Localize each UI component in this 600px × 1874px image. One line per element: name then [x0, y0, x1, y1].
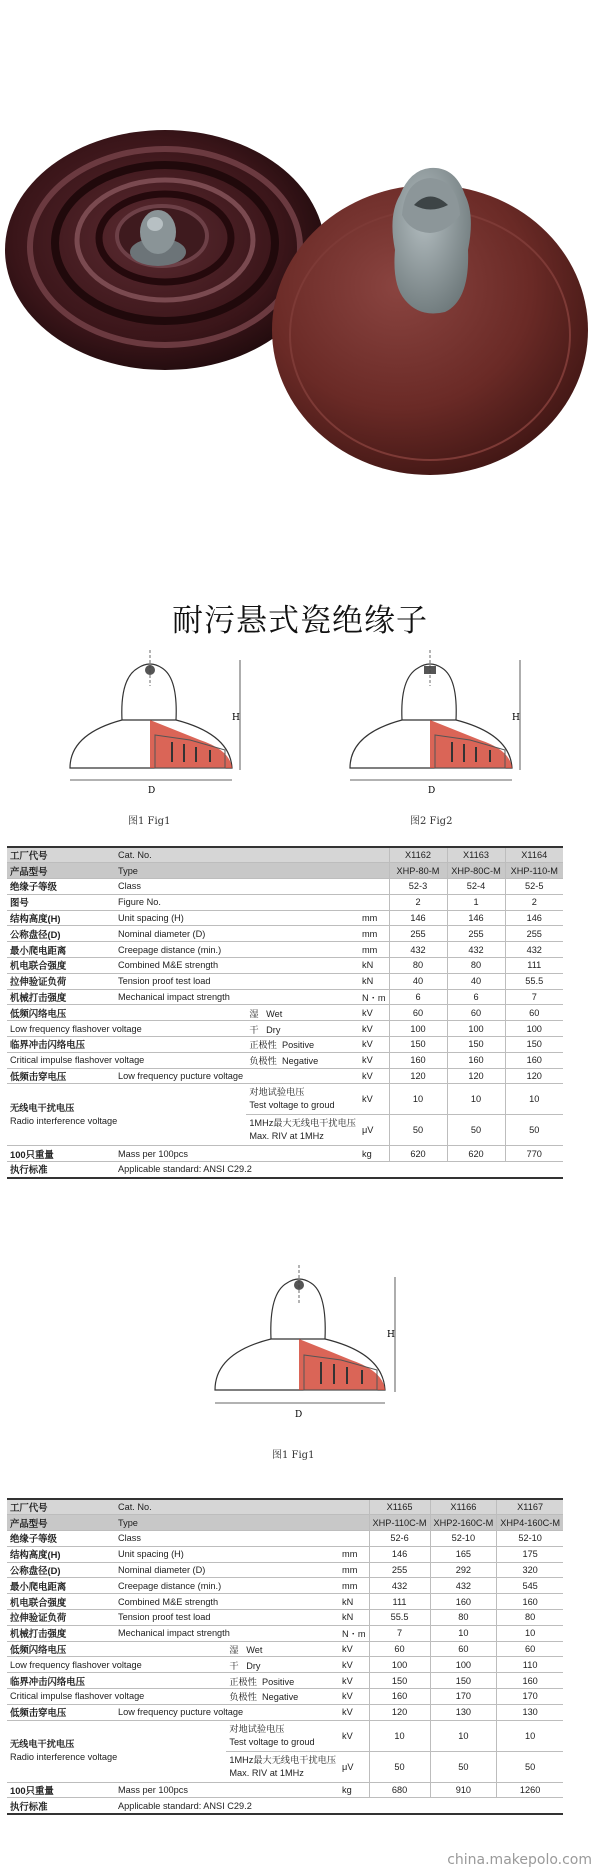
row-label-en: Critical impulse flashover voltage	[7, 1052, 246, 1068]
row-label-cn: 临界冲击闪络电压	[7, 1673, 226, 1689]
cell-value: 770	[505, 1146, 563, 1162]
table-row	[7, 1657, 563, 1673]
table-row	[7, 942, 563, 958]
row-unit: kV	[339, 1673, 369, 1689]
row-label-cn: 公称盘径(D)	[7, 926, 115, 942]
cat-no-en: Cat. No.	[115, 1499, 339, 1515]
sub-label-cn: 正极性	[229, 1676, 257, 1687]
cell-value: 150	[430, 1673, 497, 1689]
table-row	[7, 1037, 563, 1053]
row-label-en: Creepage distance (min.)	[115, 1578, 339, 1594]
cell-value: 432	[430, 1578, 497, 1594]
row-unit: kV	[359, 1005, 389, 1021]
cell-value: 80	[389, 958, 447, 974]
row-label-en: Tension proof test load	[115, 1610, 339, 1626]
table-row	[7, 1146, 563, 1162]
dim-h-label: H	[387, 1330, 395, 1340]
cat-value: X1164	[505, 847, 563, 863]
table-row	[7, 847, 563, 863]
cell-value: 292	[430, 1562, 497, 1578]
table-row	[7, 958, 563, 974]
row-label-cn: 公称盘径(D)	[7, 1562, 115, 1578]
cell-value: 7	[369, 1625, 430, 1641]
cell-value: 432	[505, 942, 563, 958]
row-label-cn: 机电联合强度	[7, 958, 115, 974]
sub-label-en: Positive	[281, 1040, 315, 1051]
cell-value: 40	[447, 973, 505, 989]
table-row	[7, 1720, 563, 1751]
row-label-cn: 结构高度(H)	[7, 1546, 115, 1562]
sub-label-cn: 负极性	[249, 1056, 277, 1067]
sub-label-en: Wet	[266, 1008, 283, 1019]
sub-label-cn: 负极性	[229, 1692, 257, 1703]
row-unit: kV	[359, 1021, 389, 1037]
table-row	[7, 989, 563, 1005]
cat-value: X1167	[497, 1499, 563, 1515]
cell-value: 60	[430, 1641, 497, 1657]
cell-value: 150	[389, 1037, 447, 1053]
sub-label-cn: 干	[229, 1660, 239, 1671]
type-en: Type	[115, 1515, 339, 1531]
cell-value: 10	[505, 1084, 563, 1115]
row-label-en: Low frequency pucture voltage	[115, 1704, 339, 1720]
row-label-en: Low frequency pucture voltage	[115, 1068, 359, 1084]
row-unit: N・m	[359, 989, 389, 1005]
cell-value: 320	[497, 1562, 563, 1578]
cell-value: 55.5	[369, 1610, 430, 1626]
applicable-standard: Applicable standard: ANSI C29.2	[115, 1798, 563, 1814]
cat-value: X1166	[430, 1499, 497, 1515]
cell-value: 146	[389, 910, 447, 926]
cell-value: 52-4	[447, 879, 505, 895]
sub-label-cn: 对地试验电压	[229, 1723, 285, 1734]
sub-label-cn: 湿	[229, 1645, 239, 1656]
cell-value: 7	[505, 989, 563, 1005]
cell-value: 680	[369, 1782, 430, 1798]
row-unit: kV	[359, 1068, 389, 1084]
row-unit: kN	[339, 1594, 369, 1610]
cell-value: 10	[497, 1625, 563, 1641]
row-label-cn: 机械打击强度	[7, 1625, 115, 1641]
dim-h-label: H	[232, 713, 240, 723]
cell-value: 10	[369, 1720, 430, 1751]
cell-value: 432	[369, 1578, 430, 1594]
cell-value: 60	[447, 1005, 505, 1021]
cell-value: 111	[369, 1594, 430, 1610]
insulator-product-photo	[0, 0, 600, 540]
type-value: XHP-110C-M	[369, 1515, 430, 1531]
table-row	[7, 863, 563, 879]
table-row	[7, 1704, 563, 1720]
cell-value: 100	[389, 1021, 447, 1037]
cat-no-en: Cat. No.	[115, 847, 359, 863]
cell-value: 10	[447, 1084, 505, 1115]
cell-value: 175	[497, 1546, 563, 1562]
type-value: XHP4-160C-M	[497, 1515, 563, 1531]
cell-value: 165	[430, 1546, 497, 1562]
table-row	[7, 1068, 563, 1084]
sub-label-en: Negative	[281, 1056, 319, 1067]
row-unit: mm	[339, 1562, 369, 1578]
sub-label-en: Positive	[262, 1676, 295, 1687]
row-label-cn: 结构高度(H)	[7, 910, 115, 926]
row-label-cn: 最小爬电距离	[7, 1578, 115, 1594]
cell-value: 52-6	[369, 1531, 430, 1547]
cell-value: 255	[369, 1562, 430, 1578]
cell-value: 111	[505, 958, 563, 974]
row-unit: mm	[339, 1578, 369, 1594]
type-value: XHP-110-M	[505, 863, 563, 879]
row-label-en: Low frequency flashover voltage	[7, 1021, 246, 1037]
row-label-en: Radio interference voltage	[10, 1115, 118, 1126]
sub-label-cn: 干	[249, 1024, 259, 1035]
figure-3-drawing	[205, 1265, 405, 1435]
row-label-cn: 低频闪络电压	[7, 1005, 246, 1021]
figure-2-drawing	[340, 650, 530, 810]
cell-value: 100	[505, 1021, 563, 1037]
table-row	[7, 1689, 563, 1705]
row-label-cn: 低频击穿电压	[7, 1068, 115, 1084]
cell-value: 170	[430, 1689, 497, 1705]
type-value: XHP-80-M	[389, 863, 447, 879]
row-unit: mm	[359, 910, 389, 926]
cell-value: 130	[497, 1704, 563, 1720]
row-label-cn: 拉伸验证负荷	[7, 1610, 115, 1626]
figure-3-caption: 图1 Fig1	[272, 1450, 315, 1461]
cell-value: 55.5	[505, 973, 563, 989]
row-label-cn: 执行标准	[7, 1798, 115, 1814]
cell-value: 60	[389, 1005, 447, 1021]
cell-value: 150	[447, 1037, 505, 1053]
row-label-cn: 临界冲击闪络电压	[7, 1037, 246, 1053]
row-label-cn: 执行标准	[7, 1162, 115, 1178]
row-label-en: Mechanical impact strength	[115, 989, 359, 1005]
cell-value: 60	[497, 1641, 563, 1657]
row-unit: kV	[339, 1689, 369, 1705]
table-row	[7, 894, 563, 910]
table-row	[7, 1499, 563, 1515]
cell-value: 170	[497, 1689, 563, 1705]
row-unit	[359, 879, 389, 895]
sub-label-cn: 1MHz最大无线电干扰电压	[249, 1118, 356, 1129]
table-row	[7, 1052, 563, 1068]
cell-value: 52-10	[430, 1531, 497, 1547]
dim-d-label: D	[295, 1410, 303, 1420]
row-label-en: Mechanical impact strength	[115, 1625, 339, 1641]
cell-value: 130	[430, 1704, 497, 1720]
row-unit: kN	[339, 1610, 369, 1626]
table-row	[7, 1005, 563, 1021]
sub-label-en: Dry	[266, 1024, 281, 1035]
row-label-cn: 低频击穿电压	[7, 1704, 115, 1720]
row-label-en: Unit spacing (H)	[115, 1546, 339, 1562]
row-label-cn: 机电联合强度	[7, 1594, 115, 1610]
row-label-en: Unit spacing (H)	[115, 910, 359, 926]
table-row	[7, 1515, 563, 1531]
row-label-en: Mass per 100pcs	[115, 1146, 359, 1162]
cell-value: 150	[505, 1037, 563, 1053]
cell-value: 146	[505, 910, 563, 926]
applicable-standard: Applicable standard: ANSI C29.2	[115, 1162, 563, 1178]
table-row	[7, 1610, 563, 1626]
cell-value: 120	[447, 1068, 505, 1084]
watermark: china.makepolo.com	[447, 1852, 592, 1868]
type-value: XHP2-160C-M	[430, 1515, 497, 1531]
cell-value: 1	[447, 894, 505, 910]
cell-value: 160	[389, 1052, 447, 1068]
row-label-en: Class	[115, 1531, 339, 1547]
insulator-top-image	[272, 168, 588, 475]
row-label-en: Critical impulse flashover voltage	[7, 1689, 226, 1705]
cell-value: 10	[389, 1084, 447, 1115]
cat-value: X1165	[369, 1499, 430, 1515]
cell-value: 10	[430, 1625, 497, 1641]
row-label-cn: 绝缘子等级	[7, 1531, 115, 1547]
row-unit: kg	[359, 1146, 389, 1162]
cell-value: 146	[447, 910, 505, 926]
cell-value: 50	[447, 1115, 505, 1146]
spec-table-1	[7, 846, 563, 1179]
row-unit: μV	[339, 1751, 369, 1782]
cell-value: 255	[389, 926, 447, 942]
row-label-en: Mass per 100pcs	[115, 1782, 339, 1798]
type-cn: 产品型号	[7, 1515, 115, 1531]
dim-d-label: D	[428, 786, 436, 796]
row-label-cn: 100只重量	[7, 1146, 115, 1162]
row-label-en: Class	[115, 879, 359, 895]
row-unit: mm	[359, 942, 389, 958]
row-label-en: Creepage distance (min.)	[115, 942, 359, 958]
table-row	[7, 1021, 563, 1037]
cell-value: 80	[430, 1610, 497, 1626]
cell-value: 160	[369, 1689, 430, 1705]
row-label-cn: 拉伸验证负荷	[7, 973, 115, 989]
table-row	[7, 1578, 563, 1594]
cell-value: 2	[505, 894, 563, 910]
row-unit: mm	[339, 1546, 369, 1562]
cell-value: 10	[497, 1720, 563, 1751]
row-label-en: Combined M&E strength	[115, 958, 359, 974]
cell-value: 910	[430, 1782, 497, 1798]
sub-label-cn: 对地试验电压	[249, 1087, 305, 1098]
row-unit: N・m	[339, 1625, 369, 1641]
cell-value: 80	[497, 1610, 563, 1626]
table-row	[7, 1162, 563, 1178]
row-unit: kV	[339, 1704, 369, 1720]
table-row	[7, 1625, 563, 1641]
table-row	[7, 879, 563, 895]
row-label-cn: 图号	[7, 894, 115, 910]
row-unit: μV	[359, 1115, 389, 1146]
row-unit: kV	[359, 1037, 389, 1053]
row-label-cn: 最小爬电距离	[7, 942, 115, 958]
cell-value: 150	[369, 1673, 430, 1689]
row-label-en: Nominal diameter (D)	[115, 926, 359, 942]
row-label-cn: 无线电干扰电压	[10, 1102, 75, 1113]
table-row	[7, 1084, 563, 1115]
table-row	[7, 1782, 563, 1798]
row-label-en: Radio interference voltage	[10, 1752, 118, 1763]
sub-label-en: Test voltage to groud	[229, 1736, 315, 1747]
type-value: XHP-80C-M	[447, 863, 505, 879]
table-row	[7, 1562, 563, 1578]
cell-value: 432	[447, 942, 505, 958]
cat-value: X1163	[447, 847, 505, 863]
sub-label-en: Wet	[246, 1645, 263, 1656]
page-title: 耐污悬式瓷绝缘子	[172, 603, 428, 639]
cell-value: 100	[430, 1657, 497, 1673]
cell-value: 1260	[497, 1782, 563, 1798]
row-unit: mm	[359, 926, 389, 942]
cell-value: 52-3	[389, 879, 447, 895]
cell-value: 160	[497, 1594, 563, 1610]
cell-value: 120	[389, 1068, 447, 1084]
row-unit: kV	[339, 1720, 369, 1751]
row-label-en: Nominal diameter (D)	[115, 1562, 339, 1578]
cell-value: 160	[447, 1052, 505, 1068]
cell-value: 60	[369, 1641, 430, 1657]
table-row	[7, 973, 563, 989]
table-row	[7, 1531, 563, 1547]
cat-value: X1162	[389, 847, 447, 863]
cell-value: 432	[389, 942, 447, 958]
figure-2-caption: 图2 Fig2	[410, 816, 453, 827]
cell-value: 160	[497, 1673, 563, 1689]
cell-value: 50	[430, 1751, 497, 1782]
row-unit: kN	[359, 958, 389, 974]
cell-value: 2	[389, 894, 447, 910]
sub-label-en: Max. RIV at 1MHz	[229, 1767, 304, 1778]
figure-1-drawing	[60, 650, 250, 810]
cell-value: 160	[505, 1052, 563, 1068]
sub-label-en: Dry	[246, 1660, 261, 1671]
cell-value: 52-10	[497, 1531, 563, 1547]
row-unit: kN	[359, 973, 389, 989]
row-unit: kV	[339, 1641, 369, 1657]
row-unit: kV	[359, 1084, 389, 1115]
cell-value: 50	[389, 1115, 447, 1146]
cell-value: 100	[447, 1021, 505, 1037]
cell-value: 100	[369, 1657, 430, 1673]
row-label-cn: 机械打击强度	[7, 989, 115, 1005]
cell-value: 620	[389, 1146, 447, 1162]
dim-h-label: H	[512, 713, 520, 723]
row-unit	[359, 894, 389, 910]
cat-no-cn: 工厂代号	[7, 847, 115, 863]
table-row	[7, 910, 563, 926]
cell-value: 545	[497, 1578, 563, 1594]
cell-value: 6	[447, 989, 505, 1005]
row-label-en: Combined M&E strength	[115, 1594, 339, 1610]
cell-value: 60	[505, 1005, 563, 1021]
type-en: Type	[115, 863, 359, 879]
table-row	[7, 926, 563, 942]
row-unit: kg	[339, 1782, 369, 1798]
table-row	[7, 1798, 563, 1814]
sub-label-en: Max. RIV at 1MHz	[249, 1131, 324, 1142]
cell-value: 120	[369, 1704, 430, 1720]
sub-label-cn: 1MHz最大无线电干扰电压	[229, 1754, 337, 1765]
cell-value: 50	[497, 1751, 563, 1782]
row-unit: kV	[339, 1657, 369, 1673]
row-label-en: Tension proof test load	[115, 973, 359, 989]
table-row	[7, 1546, 563, 1562]
table-row	[7, 1594, 563, 1610]
dim-d-label: D	[148, 786, 156, 796]
sub-label-en: Negative	[262, 1692, 299, 1703]
cell-value: 160	[430, 1594, 497, 1610]
spec-table-2	[7, 1498, 563, 1815]
figure-1-caption: 图1 Fig1	[128, 816, 171, 827]
cell-value: 6	[389, 989, 447, 1005]
cell-value: 146	[369, 1546, 430, 1562]
row-unit	[339, 1531, 369, 1547]
row-label-cn: 无线电干扰电压	[10, 1739, 75, 1750]
row-label-cn: 低频闪络电压	[7, 1641, 226, 1657]
sub-label-cn: 湿	[249, 1008, 259, 1019]
cell-value: 52-5	[505, 879, 563, 895]
row-label-en: Figure No.	[115, 894, 359, 910]
sub-label-en: Test voltage to groud	[249, 1100, 335, 1111]
table-row	[7, 1673, 563, 1689]
type-cn: 产品型号	[7, 863, 115, 879]
cell-value: 120	[505, 1068, 563, 1084]
cell-value: 40	[389, 973, 447, 989]
sub-label-cn: 正极性	[249, 1040, 277, 1051]
cell-value: 255	[447, 926, 505, 942]
cell-value: 255	[505, 926, 563, 942]
cell-value: 10	[430, 1720, 497, 1751]
cell-value: 110	[497, 1657, 563, 1673]
row-label-cn: 100只重量	[7, 1782, 115, 1798]
row-unit: kV	[359, 1052, 389, 1068]
cell-value: 80	[447, 958, 505, 974]
cat-no-cn: 工厂代号	[7, 1499, 115, 1515]
cell-value: 50	[369, 1751, 430, 1782]
cell-value: 50	[505, 1115, 563, 1146]
cell-value: 620	[447, 1146, 505, 1162]
table-row	[7, 1641, 563, 1657]
row-label-en: Low frequency flashover voltage	[7, 1657, 226, 1673]
row-label-cn: 绝缘子等级	[7, 879, 115, 895]
